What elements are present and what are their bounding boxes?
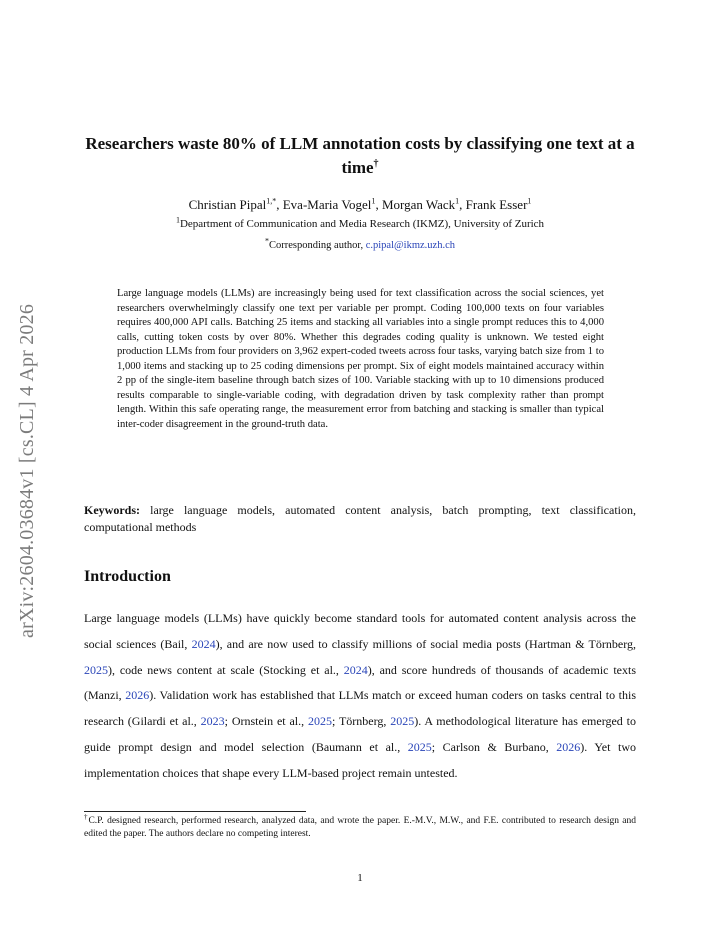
footnote-mark: †	[84, 812, 89, 821]
citation-link[interactable]: 2025	[407, 739, 432, 754]
corresponding-email-link[interactable]: c.pipal@ikmz.uzh.ch	[365, 240, 455, 251]
author-name: Morgan Wack	[381, 197, 456, 212]
affiliation-mark: 1	[175, 215, 180, 225]
author-name: Christian Pipal	[188, 197, 267, 212]
intro-text: ; Carlson & Burbano,	[431, 739, 557, 754]
intro-text: ), code news content at scale (Stocking et al.,	[108, 662, 344, 677]
footnote	[84, 812, 636, 841]
footnote-divider	[84, 811, 306, 812]
citation-link[interactable]: 2024	[191, 636, 216, 651]
footnote-text: C.P. designed research, performed research, analyzed data, and wrote the paper. E.-M.V., M.W., and F.E. contributed to research design and edited the paper. The authors declare no competing interest.	[84, 816, 636, 839]
abstract: Large language models (LLMs) are increasingly being used for text classification across the social sciences, yet researchers overwhelmingly classify one text per variable per prompt. Coding 100,000 texts on four variables requires 400,000 API calls. Batching 25 items and stacking all variables into a single prompt reduces this to 4,000 calls, cutting token costs by over 80%. Whether this degrades coding quality is unknown. We tested eight production LLMs from four providers on 3,962 expert-coded tweets across four tasks, varying batch size from 1 to 1,000 items and stacking up to 25 coding dimensions per prompt. Six of eight models maintained accuracy within 2 pp of the single-item baseline through batch sizes of 100. Variable stacking with up to 10 dimensions produced results comparable to single-variable coding, with degradation driven by task complexity rather than prompt length. Within this safe operating range, the measurement error from batching and stacking is smaller than typical inter-coder disagreement in the ground-truth data.	[117, 288, 604, 430]
citation-link[interactable]: 2025	[84, 662, 108, 677]
citation-link[interactable]: 2026	[556, 739, 581, 754]
intro-text: ). A methodological literature has emerged to guide prompt design and model selection (Baumann et al.,	[84, 714, 636, 754]
affiliation	[84, 216, 636, 232]
title-dagger: †	[373, 158, 379, 170]
intro-text: ). Validation work has established that LLMs match or exceed human coders on tasks central to this research (Gilardi et al.,	[84, 688, 636, 729]
arxiv-identifier-stamp: arXiv:2604.03684v1 [cs.CL] 4 Apr 2026	[16, 303, 38, 638]
author-list: Christian Pipal$^{1,*}$, Eva-Maria Vogel$^1$, Morgan Wack$^1$, Frank Esser$^1$	[188, 196, 532, 212]
keywords-label: Keywords:	[84, 503, 140, 517]
intro-text: ), and score hundreds of thousands of academic texts (Manzi,	[84, 662, 636, 703]
keywords-text: large language models, automated content analysis, batch prompting, text classification, computational methods	[84, 503, 637, 534]
author-name: Frank Esser	[465, 197, 528, 212]
page-number: 1	[357, 872, 363, 884]
intro-text: Large language models (LLMs) have quickly become standard tools for automated content analysis across the social sciences (Bail,	[84, 611, 636, 651]
intro-text: ). Yet two implementation choices that shape every LLM-based project remain untested.	[84, 739, 636, 780]
author-affiliation-mark: 1	[371, 196, 376, 206]
intro-text: ; Ornstein et al.,	[224, 714, 308, 729]
corresponding-label: Corresponding author,	[269, 240, 366, 251]
intro-text: ; Törnberg,	[331, 714, 391, 729]
title-text: Researchers waste 80% of LLM annotation costs by classifying one text at a time	[85, 134, 635, 177]
author-affiliation-mark: 1	[455, 196, 460, 206]
citation-link[interactable]: 2023	[200, 714, 225, 729]
intro-text: ), and are now used to classify millions of social media posts (Hartman & Törnberg,	[215, 636, 636, 651]
paper-title	[84, 132, 636, 180]
affiliation-text: Department of Communication and Media Research (IKMZ), University of Zurich	[179, 218, 545, 230]
keywords	[84, 502, 636, 536]
corresponding-author-note	[84, 238, 636, 254]
citation-link[interactable]: 2025	[390, 714, 415, 729]
citation-link[interactable]: 2026	[125, 688, 150, 703]
section-heading-introduction: Introduction	[84, 568, 171, 585]
author-affiliation-mark: 1,*	[266, 196, 277, 206]
citation-link[interactable]: 2024	[343, 662, 368, 677]
author-affiliation-mark: 1	[527, 196, 532, 206]
introduction-paragraph	[84, 606, 636, 787]
author-name: Eva-Maria Vogel	[282, 197, 372, 212]
citation-link[interactable]: 2025	[307, 714, 332, 729]
corresponding-mark: *	[265, 236, 270, 246]
